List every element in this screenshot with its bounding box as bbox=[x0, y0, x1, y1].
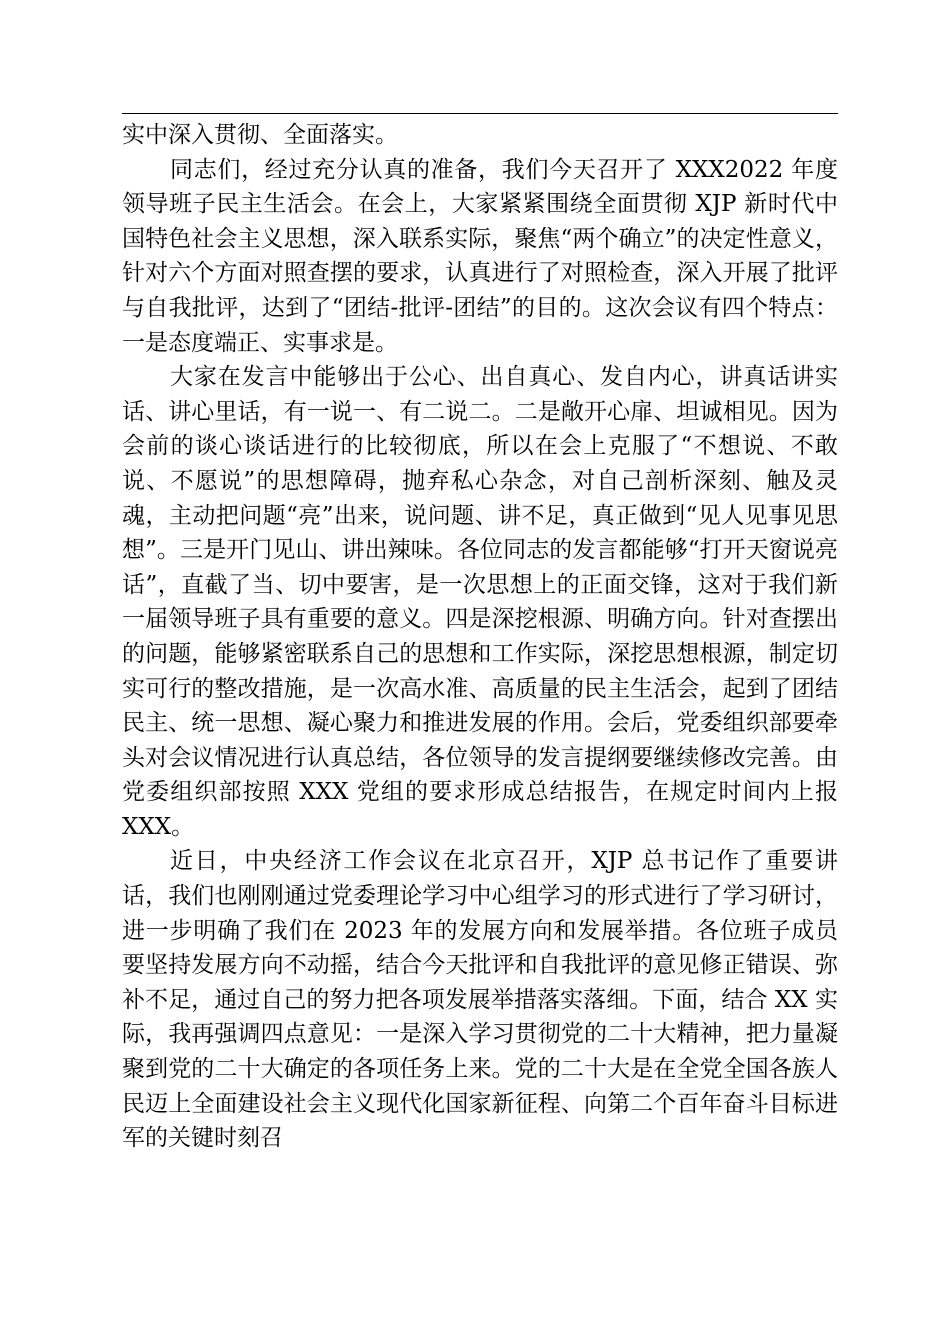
paragraph-economic-work: 近日，中央经济工作会议在北京召开，XJP 总书记作了重要讲话，我们也刚刚通过党委理论学习中心组学习的形式进行了学习研讨，进一步明确了我们在 2023 年的发展方向和发展举措。各位班子成员要坚持发展方向不动摇，结合今天批评和自我批评的意见修正错误、弥补不足，通过自己的努力把各项发展举措落实落细。下面，结合 XX 实际，我再强调四点意见：一是深入学习贯彻党的二十大精神，把力量凝聚到党的二十大确定的各项任务上来。党的二十大是在全党全国各族人民迈上全面建设社会主义现代化国家新征程、向第二个百年奋斗目标进军的关键时刻召 bbox=[122, 848, 838, 1152]
paragraph-continuation: 实中深入贯彻、全面落实。 bbox=[122, 122, 398, 148]
header-rule bbox=[122, 113, 838, 114]
paragraph-meeting-features: 大家在发言中能够出于公心、出自真心、发自内心，讲真话讲实话、讲心里话，有一说一、有二说二。二是敞开心扉、坦诚相见。因为会前的谈心谈话进行的比较彻底，所以在会上克服了“不想说、不敢说、不愿说”的思想障碍，抛弃私心杂念，对自己剖析深刻、触及灵魂，主动把问题“亮”出来，说问题、讲不足，真正做到“见人见事见思想”。三是开门见山、讲出辣味。各位同志的发言都能够“打开天窗说亮话”，直截了当、切中要害，是一次思想上的正面交锋，这对于我们新一届领导班子具有重要的意义。四是深挖根源、明确方向。针对查摆出的问题，能够紧密联系自己的思想和工作实际，深挖思想根源，制定切实可行的整改措施，是一次高水准、高质量的民主生活会，起到了团结民主、统一思想、凝心聚力和推进发展的作用。会后，党委组织部要牵头对会议情况进行认真总结，各位领导的发言提纲要继续修改完善。由党委组织部按照 XXX 党组的要求形成总结报告，在规定时间内上报 XXX。 bbox=[122, 364, 838, 840]
document-body bbox=[122, 118, 838, 1156]
paragraph-meeting-summary: 同志们，经过充分认真的准备，我们今天召开了 XXX2022 年度领导班子民主生活会。在会上，大家紧紧围绕全面贯彻 XJP 新时代中国特色社会主义思想，深入联系实际，聚焦“两个确立”的决定性意义，针对六个方面对照查摆的要求，认真进行了对照检查，深入开展了批评与自我批评，达到了“团结-批评-团结”的目的。这次会议有四个特点：一是态度端正、实事求是。 bbox=[122, 156, 838, 356]
